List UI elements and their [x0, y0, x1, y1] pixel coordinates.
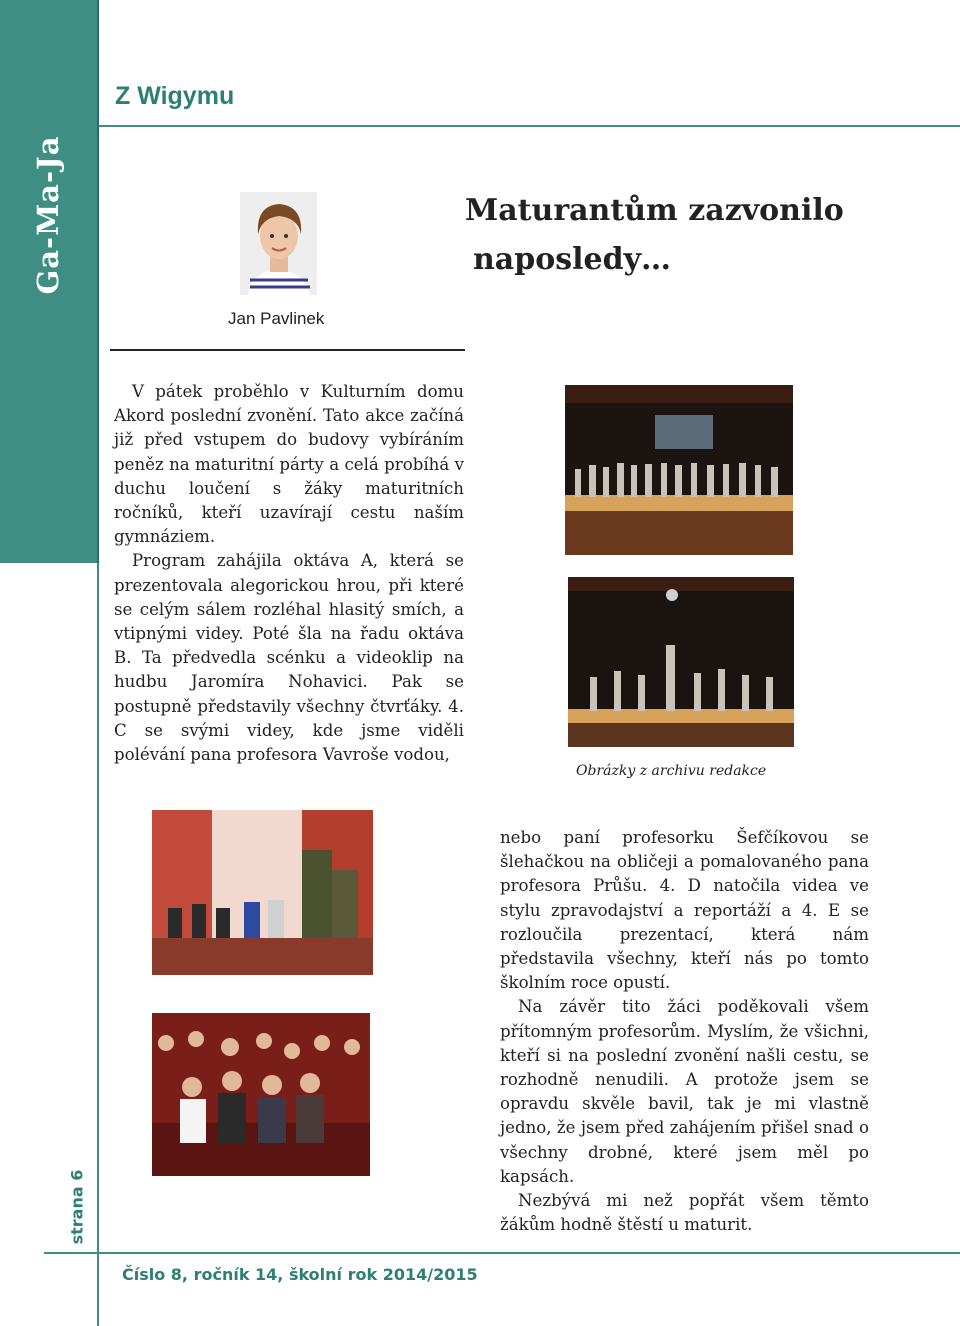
author-photo	[240, 192, 317, 295]
headline-line-1: Maturantům zazvonilo	[465, 193, 844, 228]
paragraph: Nezbývá mi než popřát všem těmto žákům hodně štěstí u maturit.	[500, 1191, 869, 1235]
paragraph: nebo paní profesorku Šefčíkovou se šlehačkou na obličeji a pomalovaného pana profesora Průšu. 4. D natočila videa ve stylu zpravodajství a reportáží a 4. E se rozloučila prezentací, která nám představila všechny, kteří nás po tomto školním roce opustí.	[500, 828, 869, 993]
article-column-left	[114, 380, 464, 767]
stage-photo-2	[568, 577, 794, 747]
magazine-title: Ga-Ma-Ja	[31, 135, 65, 295]
paragraph: Program zahájila oktáva A, která se prezentovala alegorickou hrou, při které se celým sálem rozléhal hlasitý smích, a vtipnými videy. Poté šla na řadu oktáva B. Ta předvedla scénku a videoklip na hudbu Jaromíra Nohavici. Pak se postupně představily všechny čtvrťáky. 4. C se svými videy, kde jsme viděli polévání pana profesora Vavroše vodou,	[114, 551, 464, 765]
header-divider	[99, 125, 960, 127]
section-title: Z Wigymu	[115, 82, 235, 110]
audience-photo	[152, 1013, 370, 1176]
headline-line-2: naposledy…	[473, 242, 672, 277]
paragraph: V pátek proběhlo v Kulturním domu Akord poslední zvonění. Tato akce začíná již před vstupem do budovy vybíráním peněz na maturitní párty a celá probíhá v duchu loučení s žáky maturitních ročníků, kteří uzavírají cestu naším gymnáziem.	[114, 382, 464, 547]
sidebar-band	[0, 0, 99, 563]
author-rule	[110, 349, 465, 351]
page-number: strana 6	[67, 1169, 87, 1245]
footer-divider	[44, 1252, 960, 1254]
article-headline	[465, 186, 844, 284]
photo-caption: Obrázky z archivu redakce	[576, 763, 767, 779]
stage-photo-1	[565, 385, 793, 555]
left-divider	[97, 563, 99, 1326]
stage-photo-3	[152, 810, 373, 975]
author-name: Jan Pavlinek	[228, 309, 325, 328]
article-column-right	[500, 826, 869, 1237]
paragraph: Na závěr tito žáci poděkovali všem přítomným profesorům. Myslím, že všichni, kteří si na poslední zvonění našli cestu, se rozhodně nenudili. A protože jsem se opravdu skvěle bavil, tak je mi vlastně jedno, že jsem před zahájením přišel snad o všechny drobné, které jsem měl po kapsách.	[500, 997, 869, 1186]
issue-info: Číslo 8, ročník 14, školní rok 2014/2015	[122, 1265, 478, 1284]
